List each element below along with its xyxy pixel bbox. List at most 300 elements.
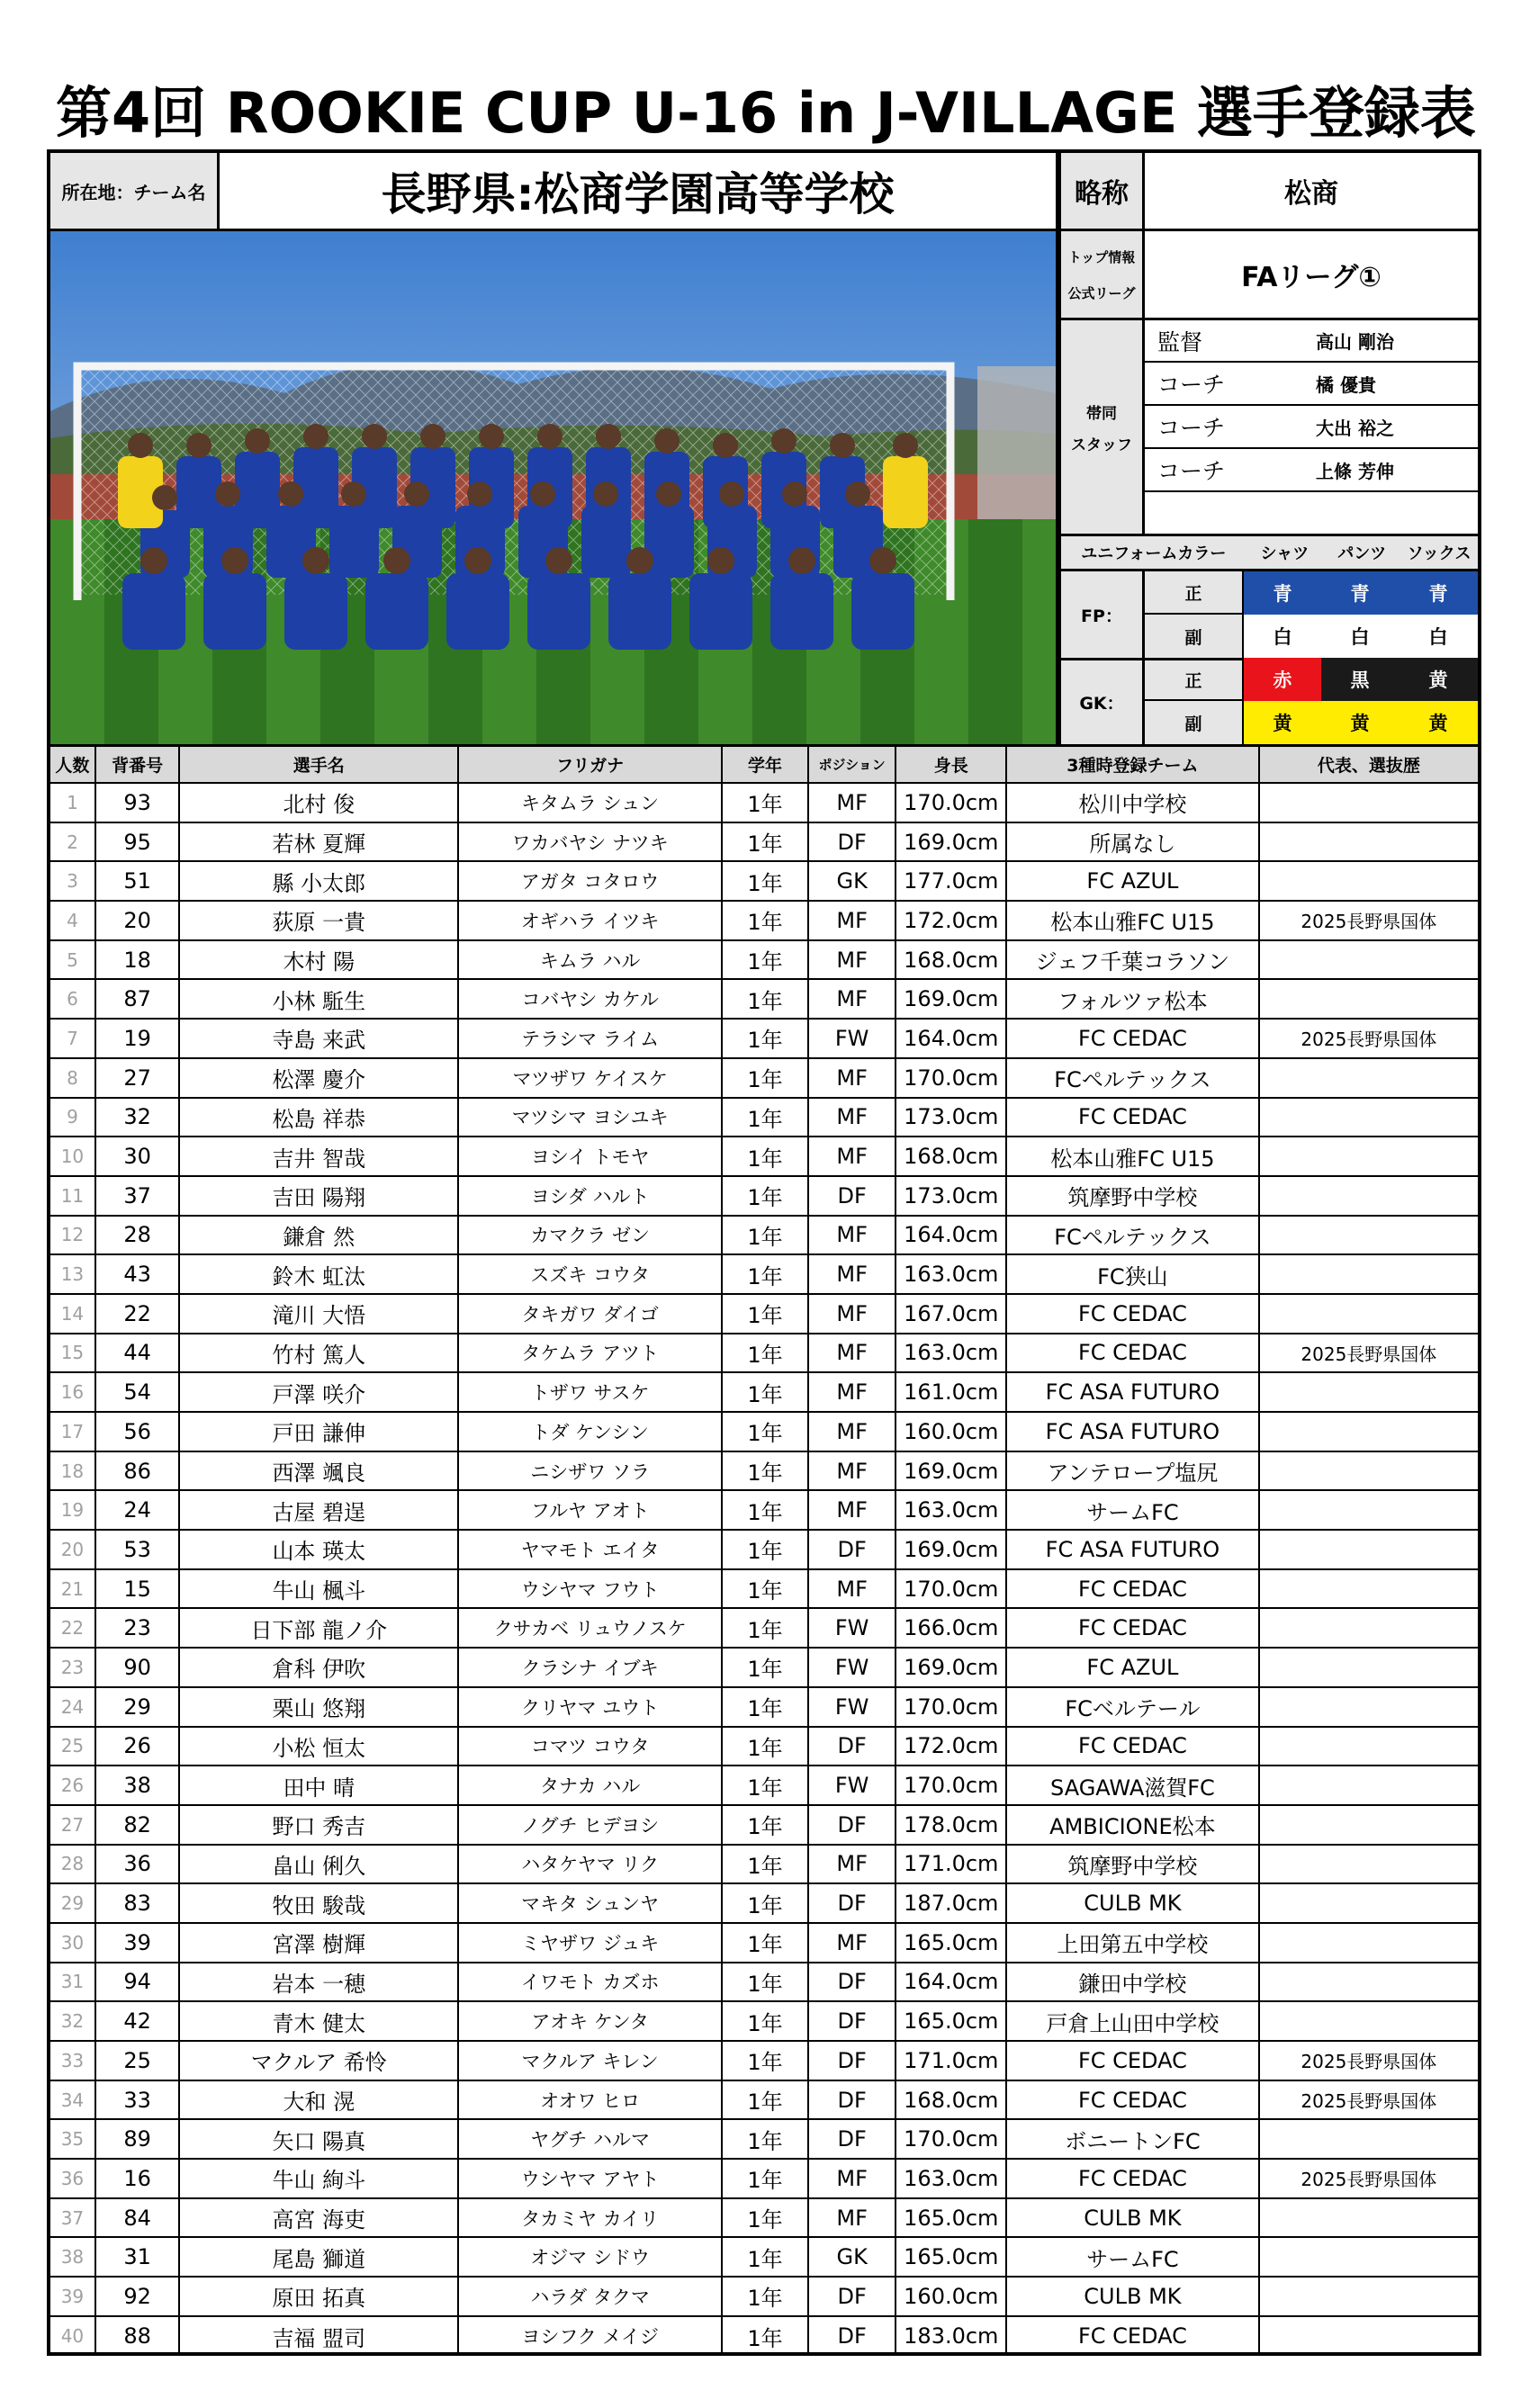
player-position: DF (808, 1805, 896, 1845)
junior-team: サームFC (1006, 2237, 1259, 2277)
player-name: 縣 小太郎 (179, 861, 458, 901)
staff-row (1145, 404, 1478, 447)
player-height: 164.0cm (896, 1216, 1006, 1255)
player-name: 小林 駈生 (179, 979, 458, 1019)
player-grade: 1年 (722, 1216, 808, 1255)
player-name: 若林 夏輝 (179, 822, 458, 862)
selection-history (1259, 1294, 1478, 1334)
player-height: 170.0cm (896, 1766, 1006, 1805)
player-position: GK (808, 861, 896, 901)
row-count: 11 (50, 1176, 95, 1216)
jersey-number: 83 (95, 1883, 180, 1923)
registration-form (47, 149, 1481, 2356)
player-name: 松島 祥恭 (179, 1098, 458, 1137)
jersey-number: 27 (95, 1058, 180, 1098)
fp-primary-pants: 青 (1321, 571, 1399, 615)
staff-row (1145, 490, 1478, 534)
row-count: 23 (50, 1648, 95, 1687)
fp-primary-shirt: 青 (1244, 571, 1321, 615)
player-furigana: コマツ コウタ (458, 1727, 722, 1766)
row-count: 37 (50, 2198, 95, 2238)
jersey-number: 51 (95, 861, 180, 901)
jersey-number: 29 (95, 1687, 180, 1727)
player-height: 171.0cm (896, 2041, 1006, 2080)
selection-history (1259, 783, 1478, 822)
player-name: 高宮 海吏 (179, 2198, 458, 2238)
fp-primary-label: 正 (1145, 571, 1244, 615)
player-name: 吉井 智哉 (179, 1137, 458, 1176)
table-row (50, 2316, 1478, 2356)
official-league-label: 公式リーグ (1067, 284, 1136, 301)
jersey-number: 25 (95, 2041, 180, 2080)
selection-history (1259, 1648, 1478, 1687)
selection-history (1259, 1766, 1478, 1805)
row-count: 30 (50, 1923, 95, 1963)
player-grade: 1年 (722, 1845, 808, 1884)
player-grade: 1年 (722, 901, 808, 940)
jersey-number: 42 (95, 2001, 180, 2041)
player-grade: 1年 (722, 1530, 808, 1569)
fp-secondary-pants: 白 (1321, 615, 1399, 658)
player-height: 173.0cm (896, 1098, 1006, 1137)
jersey-number: 20 (95, 901, 180, 940)
player-height: 165.0cm (896, 2001, 1006, 2041)
top-info-label: トップ情報 (1067, 248, 1136, 265)
staff-name: 高山 剛治 (1316, 331, 1394, 353)
junior-team: FC CEDAC (1006, 1334, 1259, 1373)
table-row (50, 2080, 1478, 2120)
table-header-row (50, 747, 1478, 783)
player-height: 163.0cm (896, 1490, 1006, 1530)
row-count: 7 (50, 1019, 95, 1058)
player-name: 寺島 来武 (179, 1019, 458, 1058)
player-height: 168.0cm (896, 2080, 1006, 2120)
row-count: 29 (50, 1883, 95, 1923)
row-count: 39 (50, 2277, 95, 2316)
player-position: FW (808, 1608, 896, 1648)
player-height: 172.0cm (896, 901, 1006, 940)
jersey-number: 16 (95, 2159, 180, 2198)
player-furigana: ヤマモト エイタ (458, 1530, 722, 1569)
table-row (50, 1137, 1478, 1176)
jersey-number: 82 (95, 1805, 180, 1845)
player-grade: 1年 (722, 783, 808, 822)
jersey-number: 36 (95, 1845, 180, 1884)
col-header-number: 背番号 (95, 747, 180, 783)
player-furigana: コバヤシ カケル (458, 979, 722, 1019)
row-count: 28 (50, 1845, 95, 1884)
junior-team: FCペルテックス (1006, 1216, 1259, 1255)
selection-history (1259, 2198, 1478, 2238)
table-row (50, 1451, 1478, 1491)
player-height: 169.0cm (896, 1530, 1006, 1569)
selection-history (1259, 940, 1478, 980)
table-row (50, 1530, 1478, 1569)
player-grade: 1年 (722, 861, 808, 901)
player-name: 栗山 悠翔 (179, 1687, 458, 1727)
selection-history (1259, 1530, 1478, 1569)
player-height: 171.0cm (896, 1845, 1006, 1884)
selection-history (1259, 2237, 1478, 2277)
player-position: MF (808, 901, 896, 940)
selection-history: 2025長野県国体 (1259, 2159, 1478, 2198)
selection-history (1259, 1727, 1478, 1766)
player-furigana: ハタケヤマ リク (458, 1845, 722, 1884)
staff-name: 上條 芳伸 (1316, 460, 1394, 482)
player-name: 青木 健太 (179, 2001, 458, 2041)
player-grade: 1年 (722, 2159, 808, 2198)
player-position: FW (808, 1019, 896, 1058)
player-position: DF (808, 1883, 896, 1923)
player-position: FW (808, 1648, 896, 1687)
player-furigana: スズキ コウタ (458, 1254, 722, 1294)
player-position: MF (808, 1254, 896, 1294)
selection-history (1259, 1687, 1478, 1727)
player-grade: 1年 (722, 1766, 808, 1805)
player-grade: 1年 (722, 2080, 808, 2120)
player-height: 163.0cm (896, 1254, 1006, 1294)
player-grade: 1年 (722, 1805, 808, 1845)
junior-team: 松本山雅FC U15 (1006, 1137, 1259, 1176)
player-position: DF (808, 2080, 896, 2120)
player-height: 168.0cm (896, 1137, 1006, 1176)
player-position: DF (808, 2041, 896, 2080)
jersey-number: 38 (95, 1766, 180, 1805)
table-row (50, 1963, 1478, 2002)
player-height: 178.0cm (896, 1805, 1006, 1845)
row-count: 4 (50, 901, 95, 940)
junior-team: SAGAWA滋賀FC (1006, 1766, 1259, 1805)
table-row (50, 2119, 1478, 2159)
player-grade: 1年 (722, 1412, 808, 1451)
player-name: 小松 恒太 (179, 1727, 458, 1766)
junior-team: FC CEDAC (1006, 2316, 1259, 2356)
junior-team: 所属なし (1006, 822, 1259, 862)
jersey-number: 22 (95, 1294, 180, 1334)
table-row (50, 2237, 1478, 2277)
player-position: MF (808, 783, 896, 822)
player-position: DF (808, 822, 896, 862)
team-photo-image (50, 231, 1056, 744)
player-furigana: オオワ ヒロ (458, 2080, 722, 2120)
row-count: 18 (50, 1451, 95, 1491)
selection-history (1259, 1137, 1478, 1176)
player-furigana: クサカベ リュウノスケ (458, 1608, 722, 1648)
player-grade: 1年 (722, 1451, 808, 1491)
jersey-number: 33 (95, 2080, 180, 2120)
jersey-number: 37 (95, 1176, 180, 1216)
selection-history: 2025長野県国体 (1259, 901, 1478, 940)
jersey-number: 84 (95, 2198, 180, 2238)
junior-team: CULB MK (1006, 2277, 1259, 2316)
player-name: 牛山 楓斗 (179, 1569, 458, 1609)
player-name: 古屋 碧逞 (179, 1490, 458, 1530)
player-furigana: クラシナ イブキ (458, 1648, 722, 1687)
player-name: 倉科 伊吹 (179, 1648, 458, 1687)
jersey-number: 18 (95, 940, 180, 980)
player-furigana: ミヤザワ ジュキ (458, 1923, 722, 1963)
table-row (50, 2277, 1478, 2316)
player-grade: 1年 (722, 1883, 808, 1923)
player-furigana: ウシヤマ フウト (458, 1569, 722, 1609)
row-count: 20 (50, 1530, 95, 1569)
player-name: 牛山 絢斗 (179, 2159, 458, 2198)
player-grade: 1年 (722, 2237, 808, 2277)
table-row (50, 1372, 1478, 1412)
player-furigana: カマクラ ゼン (458, 1216, 722, 1255)
junior-team: 松本山雅FC U15 (1006, 901, 1259, 940)
page-title: 第4回 ROOKIE CUP U-16 in J-VILLAGE 選手登録表 (56, 80, 1476, 146)
socks-column-label: ソックス (1407, 544, 1472, 563)
player-name: 畠山 俐久 (179, 1845, 458, 1884)
junior-team: 鎌田中学校 (1006, 1963, 1259, 2002)
player-position: MF (808, 1137, 896, 1176)
col-header-selection-history: 代表、選抜歴 (1259, 747, 1478, 783)
player-grade: 1年 (722, 1294, 808, 1334)
staff-label-line1: 帯同 (1086, 404, 1117, 423)
player-height: 164.0cm (896, 1963, 1006, 2002)
player-name: 山本 瑛太 (179, 1530, 458, 1569)
player-position: DF (808, 2119, 896, 2159)
player-position: MF (808, 2159, 896, 2198)
player-height: 165.0cm (896, 2237, 1006, 2277)
gk-primary-shirt: 赤 (1244, 658, 1321, 701)
row-count: 40 (50, 2316, 95, 2356)
player-position: DF (808, 2277, 896, 2316)
player-height: 167.0cm (896, 1294, 1006, 1334)
jersey-number: 94 (95, 1963, 180, 2002)
table-row (50, 822, 1478, 862)
selection-history (1259, 1805, 1478, 1845)
player-grade: 1年 (722, 1687, 808, 1727)
row-count: 31 (50, 1963, 95, 2002)
player-position: MF (808, 1845, 896, 1884)
row-count: 3 (50, 861, 95, 901)
player-height: 165.0cm (896, 1923, 1006, 1963)
staff-label-line2: スタッフ (1071, 436, 1132, 454)
jersey-number: 87 (95, 979, 180, 1019)
junior-team: FCベルテール (1006, 1687, 1259, 1727)
selection-history (1259, 1963, 1478, 2002)
junior-team: ジェフ千葉コラソン (1006, 940, 1259, 980)
junior-team: アンテロープ塩尻 (1006, 1451, 1259, 1491)
row-count: 10 (50, 1137, 95, 1176)
row-count: 19 (50, 1490, 95, 1530)
official-league: FAリーグ① (1241, 262, 1382, 293)
table-row (50, 1569, 1478, 1609)
player-grade: 1年 (722, 1963, 808, 2002)
row-count: 15 (50, 1334, 95, 1373)
gk-secondary-label: 副 (1145, 701, 1244, 744)
player-position: MF (808, 1490, 896, 1530)
table-row (50, 940, 1478, 980)
player-position: DF (808, 1176, 896, 1216)
player-furigana: ヨシダ ハルト (458, 1176, 722, 1216)
player-height: 169.0cm (896, 979, 1006, 1019)
selection-history (1259, 822, 1478, 862)
row-count: 26 (50, 1766, 95, 1805)
player-name: 竹村 篤人 (179, 1334, 458, 1373)
junior-team: FC CEDAC (1006, 2159, 1259, 2198)
player-height: 170.0cm (896, 1058, 1006, 1098)
table-row (50, 1216, 1478, 1255)
junior-team: CULB MK (1006, 1883, 1259, 1923)
player-height: 169.0cm (896, 822, 1006, 862)
selection-history (1259, 1176, 1478, 1216)
selection-history (1259, 2316, 1478, 2356)
player-height: 169.0cm (896, 1648, 1006, 1687)
selection-history (1259, 1412, 1478, 1451)
junior-team: FC CEDAC (1006, 1294, 1259, 1334)
player-furigana: ウシヤマ アヤト (458, 2159, 722, 2198)
row-count: 1 (50, 783, 95, 822)
junior-team: FC CEDAC (1006, 1098, 1259, 1137)
row-count: 34 (50, 2080, 95, 2120)
player-height: 170.0cm (896, 1687, 1006, 1727)
gk-primary-pants: 黒 (1321, 658, 1399, 701)
player-grade: 1年 (722, 1569, 808, 1609)
player-furigana: トダ ケンシン (458, 1412, 722, 1451)
player-name: 矢口 陽真 (179, 2119, 458, 2159)
table-row (50, 861, 1478, 901)
player-position: DF (808, 1530, 896, 1569)
player-position: MF (808, 979, 896, 1019)
location-team-label: 所在地：チーム名 (50, 153, 220, 229)
table-row (50, 1490, 1478, 1530)
gk-secondary-socks: 黄 (1399, 701, 1478, 744)
player-grade: 1年 (722, 1923, 808, 1963)
row-count: 21 (50, 1569, 95, 1609)
player-furigana: ハラダ タクマ (458, 2277, 722, 2316)
selection-history (1259, 1490, 1478, 1530)
player-furigana: ヨシイ トモヤ (458, 1137, 722, 1176)
player-grade: 1年 (722, 2316, 808, 2356)
player-name: 日下部 龍ノ介 (179, 1608, 458, 1648)
selection-history (1259, 2119, 1478, 2159)
player-grade: 1年 (722, 1372, 808, 1412)
player-height: 170.0cm (896, 783, 1006, 822)
player-height: 187.0cm (896, 1883, 1006, 1923)
player-name: 田中 晴 (179, 1766, 458, 1805)
row-count: 22 (50, 1608, 95, 1648)
jersey-number: 15 (95, 1569, 180, 1609)
player-roster-table (50, 747, 1478, 2356)
shirt-column-label: シャツ (1260, 544, 1310, 563)
team-name: 長野県:松商学園高等学校 (220, 153, 1058, 229)
jersey-number: 26 (95, 1727, 180, 1766)
player-position: MF (808, 1569, 896, 1609)
player-grade: 1年 (722, 1098, 808, 1137)
player-furigana: イワモト カズホ (458, 1963, 722, 2002)
player-position: DF (808, 1963, 896, 2002)
player-grade: 1年 (722, 1019, 808, 1058)
col-header-name: 選手名 (179, 747, 458, 783)
gk-primary-label: 正 (1145, 658, 1244, 701)
table-row (50, 1923, 1478, 1963)
table-row (50, 1254, 1478, 1294)
table-row (50, 1608, 1478, 1648)
player-furigana: ワカバヤシ ナツキ (458, 822, 722, 862)
player-name: 滝川 大悟 (179, 1294, 458, 1334)
selection-history (1259, 2277, 1478, 2316)
player-name: 戸澤 咲介 (179, 1372, 458, 1412)
player-name: 吉田 陽翔 (179, 1176, 458, 1216)
junior-team: サームFC (1006, 1490, 1259, 1530)
junior-team: FC CEDAC (1006, 1569, 1259, 1609)
table-row (50, 1883, 1478, 1923)
col-header-grade: 学年 (722, 747, 808, 783)
gk-secondary-pants: 黄 (1321, 701, 1399, 744)
player-name: 鎌倉 然 (179, 1216, 458, 1255)
gk-primary-socks: 黄 (1399, 658, 1478, 701)
junior-team: FC AZUL (1006, 1648, 1259, 1687)
table-row (50, 1019, 1478, 1058)
selection-history (1259, 2001, 1478, 2041)
player-furigana: トザワ サスケ (458, 1372, 722, 1412)
gk-label: GK： (1058, 658, 1145, 744)
player-position: FW (808, 1766, 896, 1805)
junior-team: 上田第五中学校 (1006, 1923, 1259, 1963)
table-row (50, 2001, 1478, 2041)
junior-team: FC ASA FUTURO (1006, 1372, 1259, 1412)
selection-history (1259, 861, 1478, 901)
table-row (50, 1727, 1478, 1766)
junior-team: FC CEDAC (1006, 1019, 1259, 1058)
player-grade: 1年 (722, 1490, 808, 1530)
player-grade: 1年 (722, 1334, 808, 1373)
table-row (50, 783, 1478, 822)
junior-team: AMBICIONE松本 (1006, 1805, 1259, 1845)
selection-history (1259, 1254, 1478, 1294)
player-name: マクルア 希怜 (179, 2041, 458, 2080)
fp-label: FP： (1058, 571, 1145, 658)
junior-team: FC AZUL (1006, 861, 1259, 901)
fp-secondary-label: 副 (1145, 615, 1244, 658)
table-row (50, 1648, 1478, 1687)
selection-history (1259, 1883, 1478, 1923)
jersey-number: 23 (95, 1608, 180, 1648)
player-grade: 1年 (722, 940, 808, 980)
player-furigana: タキガワ ダイゴ (458, 1294, 722, 1334)
row-count: 24 (50, 1687, 95, 1727)
player-position: MF (808, 1923, 896, 1963)
player-furigana: ヨシフク メイジ (458, 2316, 722, 2356)
pants-column-label: パンツ (1337, 544, 1387, 563)
junior-team: フォルツァ松本 (1006, 979, 1259, 1019)
player-grade: 1年 (722, 1254, 808, 1294)
staff-row (1145, 361, 1478, 404)
row-count: 16 (50, 1372, 95, 1412)
table-row (50, 2198, 1478, 2238)
table-row (50, 979, 1478, 1019)
player-position: GK (808, 2237, 896, 2277)
player-furigana: ニシザワ ソラ (458, 1451, 722, 1491)
junior-team: FC狭山 (1006, 1254, 1259, 1294)
table-row (50, 1845, 1478, 1884)
player-name: 岩本 一穂 (179, 1963, 458, 2002)
player-grade: 1年 (722, 979, 808, 1019)
junior-team: FC CEDAC (1006, 2080, 1259, 2120)
jersey-number: 44 (95, 1334, 180, 1373)
player-position: MF (808, 2198, 896, 2238)
table-row (50, 2159, 1478, 2198)
player-furigana: フルヤ アオト (458, 1490, 722, 1530)
table-row (50, 1412, 1478, 1451)
row-count: 5 (50, 940, 95, 980)
player-furigana: キムラ ハル (458, 940, 722, 980)
player-furigana: マツザワ ケイスケ (458, 1058, 722, 1098)
player-height: 165.0cm (896, 2198, 1006, 2238)
